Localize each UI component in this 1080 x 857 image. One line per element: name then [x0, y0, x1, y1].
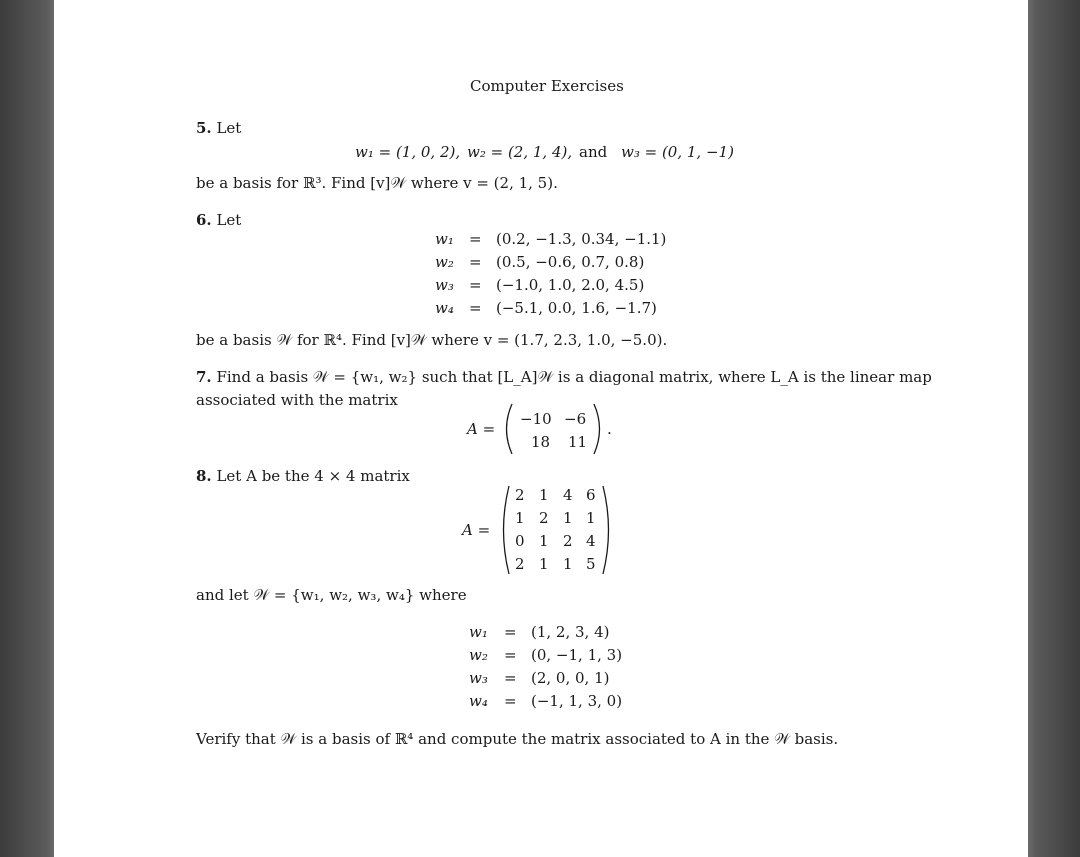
- exercise-5-let: Let: [216, 119, 242, 137]
- ex7-matrix-cell: 18: [531, 433, 551, 451]
- ex8-row-rhs: (2, 0, 0, 1): [531, 669, 610, 687]
- ex6-row-lhs: w₂: [435, 253, 454, 271]
- viewer-right-edge: [1028, 0, 1080, 857]
- exercise-8-text: Let A be the 4 × 4 matrix: [216, 467, 410, 485]
- ex8-row-lhs: w₁: [469, 623, 488, 641]
- ex5-and: and: [579, 143, 608, 161]
- ex8-row-rhs: (0, −1, 1, 3): [531, 646, 623, 664]
- exercise-6-intro: [196, 211, 241, 229]
- ex7-matrix-cell: 11: [568, 433, 588, 451]
- ex8-matrix-cell: 2: [563, 532, 573, 550]
- exercise-6-number: 6.: [196, 211, 212, 229]
- ex8-matrix-cell: 1: [515, 509, 525, 527]
- ex8-row-lhs: w₃: [469, 669, 488, 687]
- ex5-w2: w₂ = (2, 1, 4),: [467, 143, 573, 161]
- page-header: Computer Exercises: [470, 77, 624, 95]
- ex5-w1: w₁ = (1, 0, 2),: [355, 143, 461, 161]
- ex8-matrix-cell: 1: [539, 486, 549, 504]
- exercise-8-intro: [196, 467, 410, 485]
- document-page: [54, 0, 1028, 857]
- exercise-7-number: 7.: [196, 368, 212, 386]
- ex8-left-paren: [497, 484, 511, 576]
- ex6-tail: be a basis 𝒲 for ℝ⁴. Find [v]𝒲 where v = (1.7, 2.3, 1.0, −5.0).: [196, 331, 668, 349]
- ex5-tail: be a basis for ℝ³. Find [v]𝒲 where v = (2, 1, 5).: [196, 174, 558, 192]
- exercise-5-number: 5.: [196, 119, 212, 137]
- ex8-matrix-cell: 4: [563, 486, 573, 504]
- ex8-matrix-cell: 2: [539, 509, 549, 527]
- ex8-matrix-cell: 1: [563, 555, 573, 573]
- ex7-left-paren: [499, 402, 515, 456]
- ex8-matrix-cell: 0: [515, 532, 525, 550]
- ex6-row-equals: =: [469, 253, 482, 271]
- ex8-mid: and let 𝒲 = {w₁, w₂, w₃, w₄} where: [196, 586, 467, 604]
- ex8-row-lhs: w₄: [469, 692, 488, 710]
- ex8-matrix-lhs: A =: [462, 521, 491, 539]
- ex7-matrix-cell: −10: [520, 410, 552, 428]
- ex6-row-rhs: (−1.0, 1.0, 2.0, 4.5): [496, 276, 645, 294]
- exercise-7-text: Find a basis 𝒲 = {w₁, w₂} such that [L_A]𝒲 is a diagonal matrix, where L_A is the linear map: [216, 368, 932, 386]
- ex8-row-lhs: w₂: [469, 646, 488, 664]
- ex6-row-lhs: w₁: [435, 230, 454, 248]
- ex7-matrix-lhs: A =: [467, 420, 496, 438]
- ex8-row-rhs: (−1, 1, 3, 0): [531, 692, 623, 710]
- exercise-8-number: 8.: [196, 467, 212, 485]
- ex8-matrix-cell: 1: [586, 509, 596, 527]
- ex8-matrix-cell: 2: [515, 486, 525, 504]
- ex6-row-equals: =: [469, 230, 482, 248]
- ex7-period: .: [607, 420, 612, 438]
- ex8-matrix-cell: 2: [515, 555, 525, 573]
- ex6-row-rhs: (−5.1, 0.0, 1.6, −1.7): [496, 299, 657, 317]
- ex8-tail: Verify that 𝒲 is a basis of ℝ⁴ and compute the matrix associated to A in the 𝒲 basis.: [196, 730, 839, 748]
- exercise-7-line2: associated with the matrix: [196, 391, 398, 409]
- ex8-row-equals: =: [504, 692, 517, 710]
- ex8-row-rhs: (1, 2, 3, 4): [531, 623, 610, 641]
- exercise-6-let: Let: [216, 211, 242, 229]
- ex8-matrix-cell: 4: [586, 532, 596, 550]
- ex8-matrix-cell: 5: [586, 555, 596, 573]
- ex8-row-equals: =: [504, 646, 517, 664]
- exercise-7-line1: [196, 368, 932, 386]
- ex6-row-lhs: w₃: [435, 276, 454, 294]
- ex8-matrix-cell: 1: [563, 509, 573, 527]
- viewer-left-edge: [0, 0, 54, 857]
- ex8-row-equals: =: [504, 623, 517, 641]
- ex6-row-rhs: (0.2, −1.3, 0.34, −1.1): [496, 230, 667, 248]
- ex8-matrix-cell: 6: [586, 486, 596, 504]
- ex6-row-equals: =: [469, 276, 482, 294]
- ex6-row-rhs: (0.5, −0.6, 0.7, 0.8): [496, 253, 645, 271]
- ex8-matrix-cell: 1: [539, 555, 549, 573]
- ex8-matrix-cell: 1: [539, 532, 549, 550]
- exercise-5-intro: [196, 119, 241, 137]
- ex6-row-equals: =: [469, 299, 482, 317]
- ex8-right-paren: [601, 484, 615, 576]
- ex8-row-equals: =: [504, 669, 517, 687]
- ex5-w3: w₃ = (0, 1, −1): [621, 143, 734, 161]
- ex6-row-lhs: w₄: [435, 299, 454, 317]
- ex7-matrix-cell: −6: [564, 410, 587, 428]
- ex7-right-paren: [591, 402, 607, 456]
